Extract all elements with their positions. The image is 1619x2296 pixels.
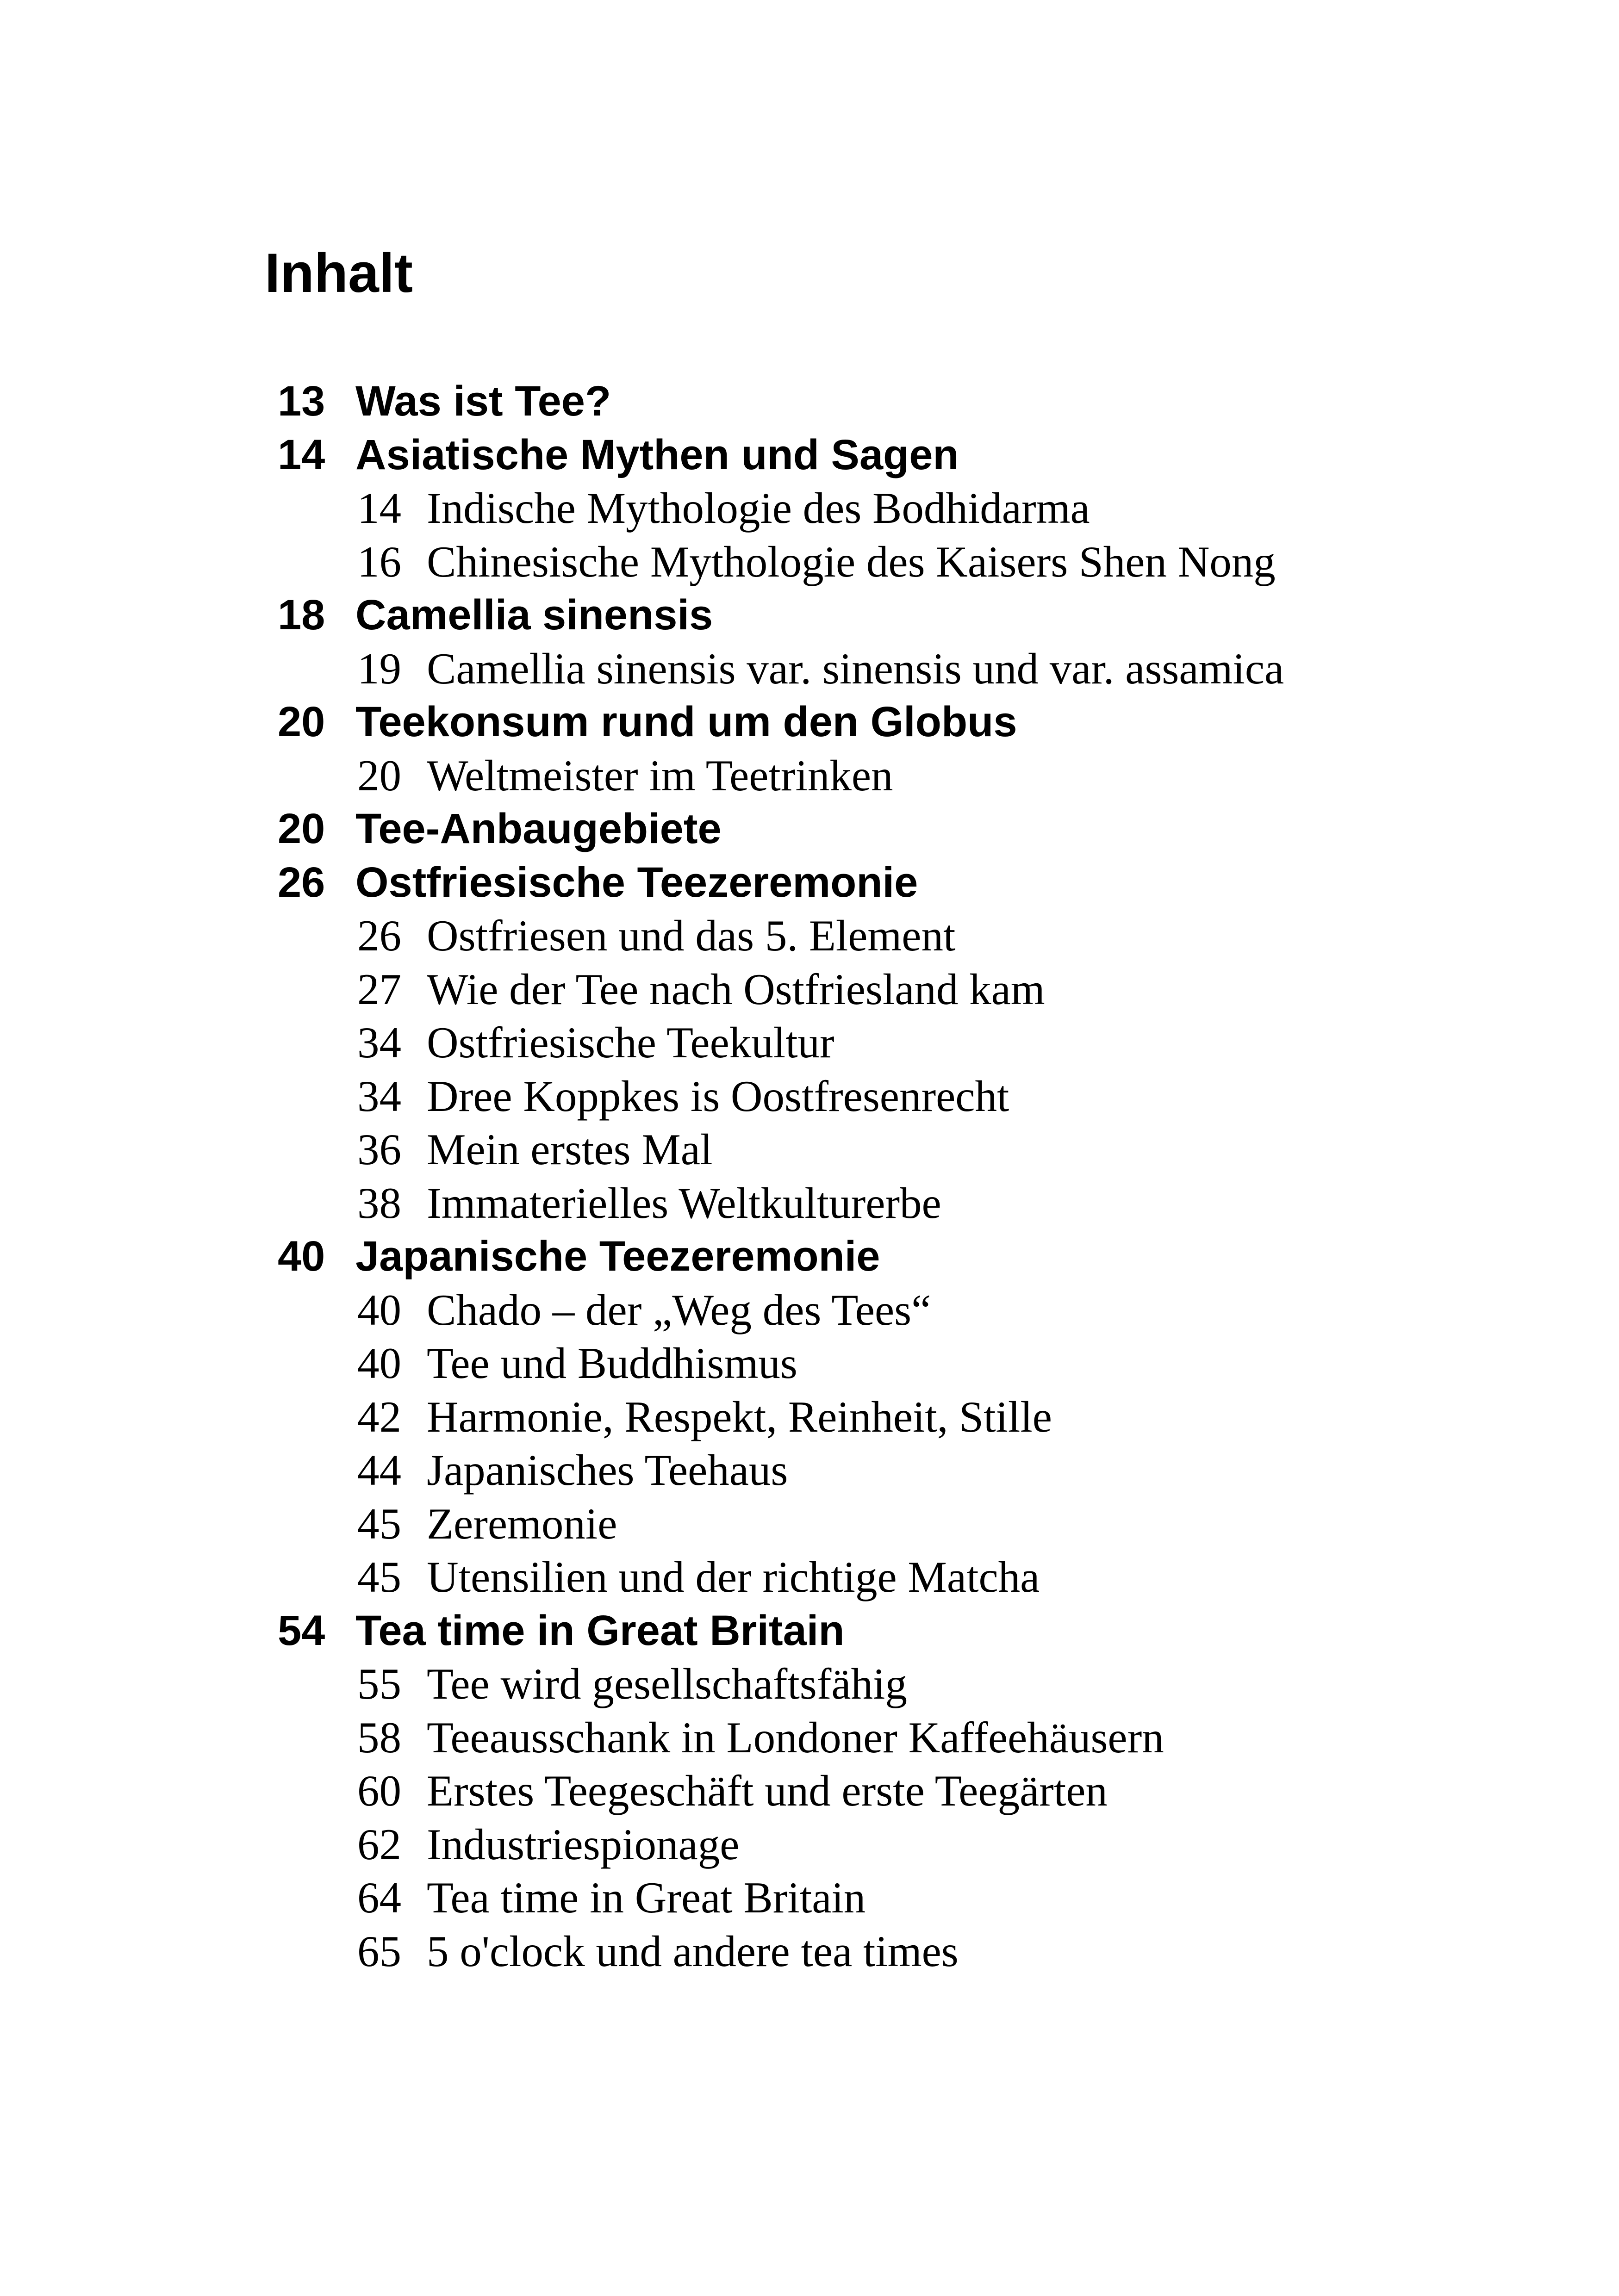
toc-entry-title: 5 o'clock und andere tea times bbox=[427, 1926, 959, 1976]
toc-page-number: 18 bbox=[278, 591, 325, 639]
toc-page-number: 64 bbox=[357, 1873, 401, 1922]
toc-page-number: 20 bbox=[278, 805, 325, 852]
toc-chapter-entry bbox=[0, 802, 1619, 856]
toc-page-number: 26 bbox=[278, 858, 325, 906]
toc-page-number: 45 bbox=[357, 1499, 401, 1548]
toc-entry-title: Ostfriesische Teezeremonie bbox=[355, 858, 918, 906]
toc-page-number: 60 bbox=[357, 1766, 401, 1815]
toc-entry-title: Was ist Tee? bbox=[355, 378, 611, 425]
toc-chapter-entry bbox=[0, 695, 1619, 749]
toc-section-entry bbox=[0, 1284, 1619, 1337]
toc-entry-title: Erstes Teegeschäft und erste Teegärten bbox=[427, 1766, 1108, 1815]
toc-entry-title: Tee wird gesellschaftsfähig bbox=[427, 1659, 907, 1708]
toc-section-entry bbox=[0, 1925, 1619, 1979]
toc-page-number: 45 bbox=[357, 1552, 401, 1601]
toc-section-entry bbox=[0, 1123, 1619, 1177]
toc-section-entry bbox=[0, 482, 1619, 535]
toc-section-entry bbox=[0, 909, 1619, 963]
toc-page-number: 26 bbox=[357, 911, 401, 960]
toc-entry-title: Camellia sinensis var. sinensis und var. assamica bbox=[427, 644, 1284, 693]
toc-page-number: 65 bbox=[357, 1926, 401, 1976]
toc-section-entry bbox=[0, 1764, 1619, 1818]
toc-page-number: 42 bbox=[357, 1392, 401, 1441]
toc-chapter-entry bbox=[0, 589, 1619, 642]
toc-entry-title: Zeremonie bbox=[427, 1499, 617, 1548]
toc-section-entry bbox=[0, 642, 1619, 696]
toc-entry-title: Chado – der „Weg des Tees“ bbox=[427, 1285, 931, 1334]
toc-entry-title: Utensilien und der richtige Matcha bbox=[427, 1552, 1040, 1601]
toc-chapter-entry bbox=[0, 1604, 1619, 1658]
page-title: Inhalt bbox=[265, 242, 413, 304]
toc-entry-title: Asiatische Mythen und Sagen bbox=[355, 431, 959, 478]
toc-section-entry bbox=[0, 535, 1619, 589]
toc-page-number: 13 bbox=[278, 378, 325, 425]
toc-page-number: 16 bbox=[357, 537, 401, 586]
toc-chapter-entry bbox=[0, 856, 1619, 910]
toc-page-number: 40 bbox=[357, 1339, 401, 1388]
toc-page-number: 44 bbox=[357, 1446, 401, 1495]
toc-entry-title: Camellia sinensis bbox=[355, 591, 713, 639]
toc-entry-title: Teeausschank in Londoner Kaffeehäusern bbox=[427, 1713, 1164, 1762]
toc-section-entry bbox=[0, 1657, 1619, 1711]
toc-entry-title: Ostfriesen und das 5. Element bbox=[427, 911, 956, 960]
toc-section-entry bbox=[0, 1871, 1619, 1925]
toc-page-number: 14 bbox=[278, 431, 325, 478]
toc-entry-title: Industriespionage bbox=[427, 1819, 740, 1869]
toc-entry-title: Japanische Teezeremonie bbox=[355, 1233, 880, 1280]
toc-section-entry bbox=[0, 1711, 1619, 1765]
toc-section-entry bbox=[0, 1337, 1619, 1390]
toc-entry-title: Tee und Buddhismus bbox=[427, 1339, 797, 1388]
toc-section-entry bbox=[0, 1818, 1619, 1872]
toc-entry-title: Mein erstes Mal bbox=[427, 1125, 713, 1174]
toc-page-number: 14 bbox=[357, 484, 401, 533]
toc-entry-title: Teekonsum rund um den Globus bbox=[355, 698, 1017, 745]
toc-page-number: 54 bbox=[278, 1607, 325, 1654]
toc-page-number: 19 bbox=[357, 644, 401, 693]
toc-entry-title: Immaterielles Weltkulturerbe bbox=[427, 1178, 941, 1228]
toc-section-entry bbox=[0, 1444, 1619, 1497]
table-of-contents bbox=[0, 375, 1619, 1978]
toc-page-number: 36 bbox=[357, 1125, 401, 1174]
toc-entry-title: Weltmeister im Teetrinken bbox=[427, 751, 893, 800]
toc-chapter-entry bbox=[0, 375, 1619, 428]
toc-entry-title: Chinesische Mythologie des Kaisers Shen Nong bbox=[427, 537, 1276, 586]
toc-page-number: 34 bbox=[357, 1018, 401, 1067]
toc-section-entry bbox=[0, 963, 1619, 1017]
toc-page-number: 40 bbox=[278, 1233, 325, 1280]
toc-section-entry bbox=[0, 1497, 1619, 1551]
toc-page-number: 40 bbox=[357, 1285, 401, 1334]
toc-entry-title: Dree Koppkes is Oostfresenrecht bbox=[427, 1071, 1009, 1121]
toc-page-number: 27 bbox=[357, 964, 401, 1014]
toc-page-number: 34 bbox=[357, 1071, 401, 1121]
toc-section-entry bbox=[0, 749, 1619, 803]
toc-entry-title: Ostfriesische Teekultur bbox=[427, 1018, 834, 1067]
toc-section-entry bbox=[0, 1070, 1619, 1123]
toc-page-number: 62 bbox=[357, 1819, 401, 1869]
toc-page-number: 58 bbox=[357, 1713, 401, 1762]
toc-entry-title: Indische Mythologie des Bodhidarma bbox=[427, 484, 1090, 533]
toc-entry-title: Tea time in Great Britain bbox=[355, 1607, 845, 1654]
toc-chapter-entry bbox=[0, 1230, 1619, 1284]
toc-entry-title: Wie der Tee nach Ostfriesland kam bbox=[427, 964, 1045, 1014]
toc-section-entry bbox=[0, 1177, 1619, 1230]
toc-section-entry bbox=[0, 1016, 1619, 1070]
toc-section-entry bbox=[0, 1551, 1619, 1604]
toc-entry-title: Japanisches Teehaus bbox=[427, 1446, 788, 1495]
toc-section-entry bbox=[0, 1390, 1619, 1444]
toc-page-number: 20 bbox=[278, 698, 325, 745]
toc-entry-title: Tea time in Great Britain bbox=[427, 1873, 866, 1922]
toc-entry-title: Tee-Anbaugebiete bbox=[355, 805, 722, 852]
toc-page-number: 55 bbox=[357, 1659, 401, 1708]
toc-chapter-entry bbox=[0, 428, 1619, 482]
toc-entry-title: Harmonie, Respekt, Reinheit, Stille bbox=[427, 1392, 1052, 1441]
toc-page-number: 20 bbox=[357, 751, 401, 800]
toc-page-number: 38 bbox=[357, 1178, 401, 1228]
